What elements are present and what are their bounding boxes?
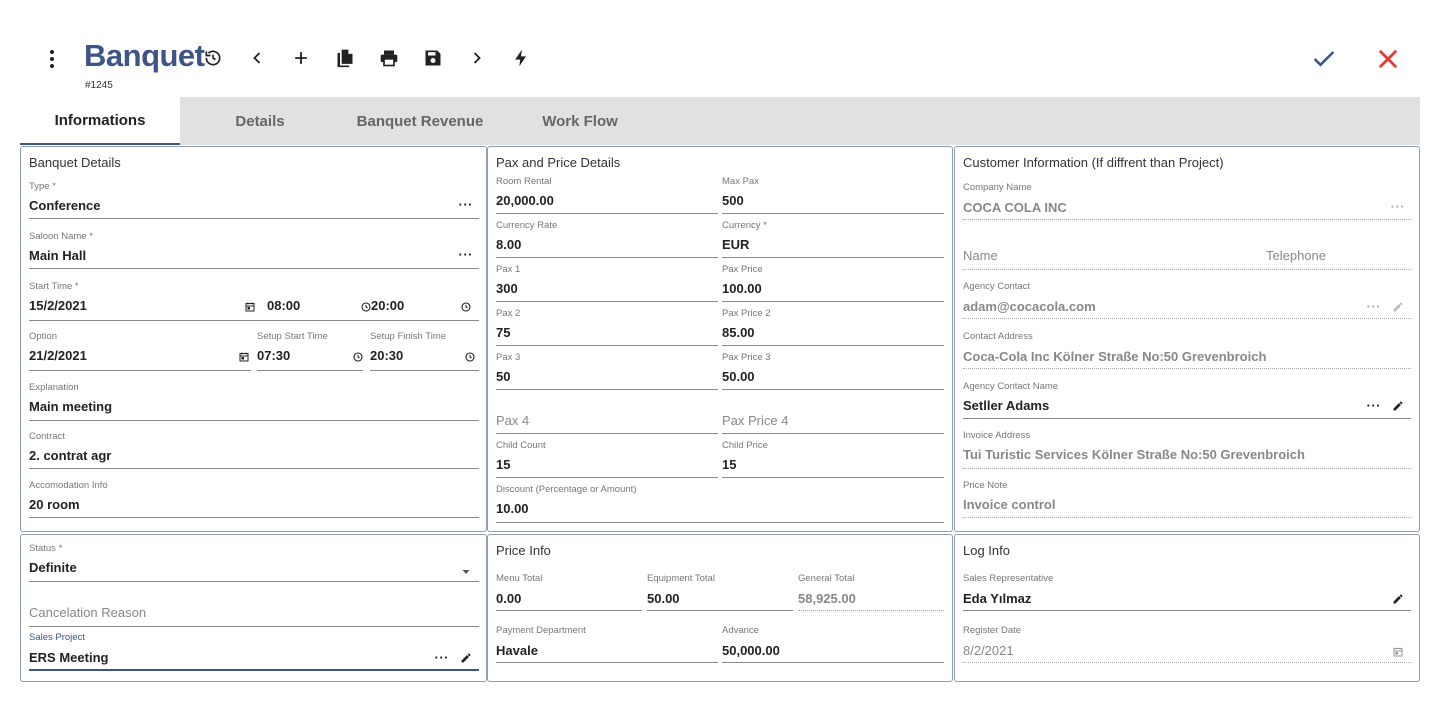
panel-title: Pax and Price Details	[496, 155, 621, 170]
field-value: 50	[496, 369, 511, 384]
field-value: Invoice control	[963, 497, 1056, 512]
field-label: Setup Start Time	[257, 331, 328, 342]
field-label: Pax 3	[496, 352, 521, 363]
currency-rate-field[interactable]	[496, 220, 718, 260]
field-label: Start Time *	[29, 281, 79, 292]
general-total-field[interactable]	[798, 573, 944, 613]
contract-field[interactable]	[29, 431, 479, 471]
field-value: 75	[496, 325, 511, 340]
contact-address-field[interactable]	[963, 331, 1411, 371]
option-field[interactable]	[29, 331, 251, 371]
field-value: 500	[722, 193, 744, 208]
agency-contact-field[interactable]	[963, 281, 1411, 321]
type-field[interactable]	[29, 181, 479, 221]
field-value: 8.00	[496, 237, 522, 252]
copy-icon[interactable]	[333, 46, 357, 70]
field-label: Register Date	[963, 625, 1022, 636]
plus-icon[interactable]	[289, 46, 313, 70]
field-value: 15	[722, 457, 737, 472]
pax2-field[interactable]	[496, 308, 718, 348]
field-value: 100.00	[722, 281, 762, 296]
field-value: Conference	[29, 198, 101, 213]
pax1-field[interactable]	[496, 264, 718, 304]
field-value: 58,925.00	[798, 591, 856, 606]
sales-representative-field[interactable]	[963, 573, 1411, 613]
field-label: Company Name	[963, 182, 1032, 193]
pax-price-field[interactable]	[722, 264, 944, 304]
field-label: Option	[29, 331, 57, 342]
field-label: Price Note	[963, 480, 1008, 491]
record-id: #1245	[85, 80, 113, 91]
calendar-icon[interactable]	[237, 350, 251, 364]
field-value: 15	[496, 457, 511, 472]
price-info-panel	[487, 534, 953, 682]
accommodation-info-field[interactable]	[29, 480, 479, 520]
price-note-field[interactable]	[963, 480, 1411, 520]
field-label: Currency *	[722, 220, 767, 231]
advance-field[interactable]	[722, 625, 944, 665]
name-telephone-underline	[963, 231, 1411, 271]
field-label: Equipment Total	[647, 573, 715, 584]
child-price-field[interactable]	[722, 440, 944, 480]
edit-icon[interactable]	[1391, 399, 1405, 413]
field-label: Pax Price	[722, 264, 763, 275]
field-label: Child Count	[496, 440, 546, 451]
field-value: Definite	[29, 560, 77, 575]
clock-icon[interactable]	[351, 350, 365, 364]
currency-field[interactable]	[722, 220, 944, 260]
field-label: Pax 1	[496, 264, 521, 275]
field-value: 50.00	[647, 591, 680, 606]
pax-price-panel	[487, 146, 953, 532]
field-value: 20:00	[371, 298, 405, 313]
discount-field[interactable]	[496, 484, 944, 524]
chevron-left-icon[interactable]	[245, 46, 269, 70]
field-label: Menu Total	[496, 573, 543, 584]
field-label: Currency Rate	[496, 220, 558, 231]
register-date-field[interactable]	[963, 625, 1411, 665]
page-title: Banquet	[84, 38, 205, 73]
field-label: Contact Address	[963, 331, 1033, 342]
cancelation-reason-field[interactable]	[29, 588, 479, 628]
field-label: Child Price	[722, 440, 768, 451]
field-placeholder: Name	[963, 248, 998, 263]
field-label: Agency Contact Name	[963, 381, 1059, 392]
dropdown-arrow-icon[interactable]	[459, 565, 473, 579]
field-value: Havale	[496, 643, 538, 658]
pax-price4-field[interactable]	[722, 396, 944, 436]
more-menu-icon[interactable]	[42, 47, 62, 71]
field-value: 85.00	[722, 325, 755, 340]
field-value: Main Hall	[29, 248, 87, 263]
field-value: 20 room	[29, 497, 80, 512]
field-value: 20:30	[370, 348, 404, 363]
field-value: Coca-Cola Inc Kölner Straße No:50 Grevenbroich	[963, 349, 1267, 364]
print-icon[interactable]	[377, 46, 401, 70]
setup-start-time-field[interactable]	[257, 331, 363, 371]
field-label: Discount (Percentage or Amount)	[496, 484, 637, 495]
field-label: Advance	[722, 625, 759, 636]
field-value: 50.00	[722, 369, 755, 384]
field-value: 08:00	[267, 298, 301, 313]
menu-total-field[interactable]	[496, 573, 642, 613]
more-dots-icon[interactable]: ···	[1366, 299, 1381, 314]
field-value: 10.00	[496, 501, 529, 516]
field-label: Room Rental	[496, 176, 552, 187]
setup-finish-time-field[interactable]	[370, 331, 479, 371]
field-value: COCA COLA INC	[963, 200, 1067, 215]
field-value: 50,000.00	[722, 643, 780, 658]
edit-icon[interactable]	[1391, 592, 1405, 606]
tab-banquet-revenue[interactable]: Banquet Revenue	[356, 112, 484, 130]
sales-project-field[interactable]	[29, 632, 479, 672]
more-dots-icon[interactable]: ···	[458, 197, 473, 212]
pax-price2-field[interactable]	[722, 308, 944, 348]
tab-bar	[20, 97, 1420, 145]
chevron-right-icon[interactable]	[465, 46, 489, 70]
field-value: 300	[496, 281, 518, 296]
field-placeholder: Pax 4	[496, 413, 530, 428]
panel-title: Log Info	[963, 543, 1010, 558]
payment-department-field[interactable]	[496, 625, 718, 665]
field-value: 20,000.00	[496, 193, 554, 208]
flash-icon[interactable]	[509, 46, 533, 70]
more-dots-icon[interactable]: ···	[1390, 199, 1405, 214]
field-label: Sales Project	[29, 632, 85, 643]
field-value: 8/2/2021	[963, 643, 1014, 658]
field-label: Type *	[29, 181, 56, 192]
field-label: Pax Price 3	[722, 352, 771, 363]
field-value: Setller Adams	[963, 398, 1050, 413]
field-label: Agency Contact	[963, 281, 1031, 292]
start-time-underline	[29, 281, 479, 321]
more-dots-icon[interactable]: ···	[458, 247, 473, 262]
field-value: 0.00	[496, 591, 522, 606]
pax-price3-field[interactable]	[722, 352, 944, 392]
child-count-field[interactable]	[496, 440, 718, 480]
tab-informations[interactable]: Informations	[20, 97, 180, 145]
save-icon[interactable]	[421, 46, 445, 70]
field-value: 07:30	[257, 348, 291, 363]
field-value: Tui Turistic Services Kölner Straße No:50 Grevenbroich	[963, 447, 1305, 462]
tab-details[interactable]: Details	[235, 112, 285, 130]
field-label: Saloon Name *	[29, 231, 93, 242]
field-value: ERS Meeting	[29, 650, 109, 665]
cancel-button[interactable]	[1373, 44, 1403, 74]
customer-info-panel	[954, 146, 1420, 532]
equipment-total-field[interactable]	[647, 573, 793, 613]
field-value: 2. contrat agr	[29, 448, 112, 463]
status-panel	[20, 534, 487, 682]
field-value: Eda Yılmaz	[963, 591, 1032, 606]
more-dots-icon[interactable]: ···	[434, 650, 449, 665]
explanation-field[interactable]	[29, 382, 479, 422]
field-value: 21/2/2021	[29, 348, 87, 363]
clock-icon[interactable]	[463, 350, 477, 364]
field-label: General Total	[798, 573, 855, 584]
invoice-address-field[interactable]	[963, 430, 1411, 470]
tab-work-flow[interactable]: Work Flow	[542, 112, 618, 130]
field-value: Main meeting	[29, 399, 113, 414]
room-rental-field[interactable]	[496, 176, 718, 216]
pax3-field[interactable]	[496, 352, 718, 392]
panel-title: Price Info	[496, 543, 551, 558]
field-placeholder: Cancelation Reason	[29, 605, 147, 620]
panel-title: Banquet Details	[29, 155, 121, 170]
panel-title: Customer Information (If diffrent than Project)	[963, 155, 1224, 170]
max-pax-field[interactable]	[722, 176, 944, 216]
status-field[interactable]	[29, 543, 479, 583]
field-label: Contract	[29, 431, 65, 442]
field-label: Explanation	[29, 382, 79, 393]
field-value: adam@cocacola.com	[963, 299, 1096, 314]
log-info-panel	[954, 534, 1420, 682]
history-icon[interactable]	[201, 46, 225, 70]
calendar-icon[interactable]	[1391, 645, 1405, 659]
more-dots-icon[interactable]: ···	[1366, 398, 1381, 413]
field-label: Pax Price 2	[722, 308, 771, 319]
company-name-field[interactable]	[963, 182, 1411, 222]
edit-icon[interactable]	[1391, 300, 1405, 314]
field-label: Payment Department	[496, 625, 586, 636]
field-placeholder: Pax Price 4	[722, 413, 789, 428]
field-label: Invoice Address	[963, 430, 1031, 441]
field-value: EUR	[722, 237, 750, 252]
field-label: Max Pax	[722, 176, 759, 187]
banquet-details-panel	[20, 146, 487, 532]
saloon-name-field[interactable]	[29, 231, 479, 271]
field-label: Pax 2	[496, 308, 521, 319]
agency-contact-name-field[interactable]	[963, 381, 1411, 421]
field-value: 15/2/2021	[29, 298, 87, 313]
field-label: Accomodation Info	[29, 480, 108, 491]
field-label: Setup Finish Time	[370, 331, 447, 342]
field-label: Sales Representative	[963, 573, 1054, 584]
confirm-button[interactable]	[1309, 44, 1339, 74]
page-header	[0, 0, 1440, 96]
edit-icon[interactable]	[459, 651, 473, 665]
field-placeholder: Telephone	[1266, 248, 1326, 263]
field-label: Status *	[29, 543, 63, 554]
pax4-field[interactable]	[496, 396, 718, 436]
